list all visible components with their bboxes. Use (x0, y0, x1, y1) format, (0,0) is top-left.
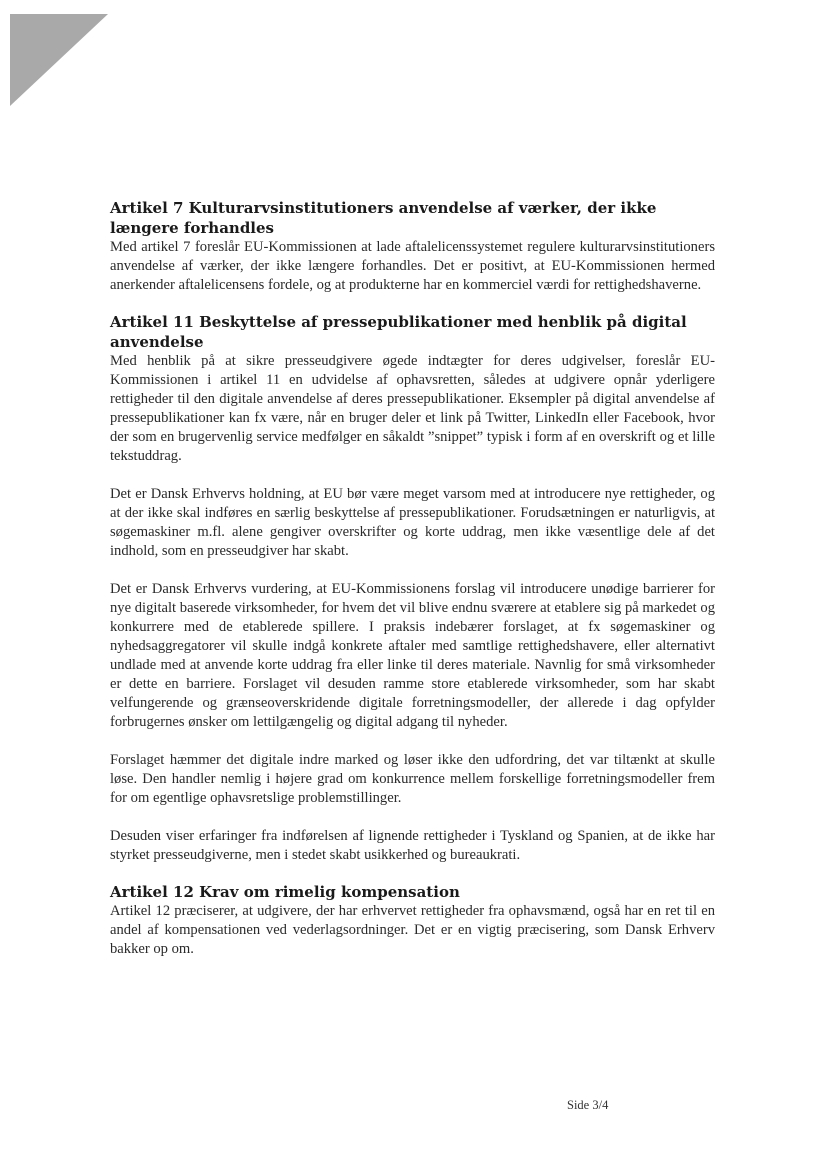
section-artikel-7 (110, 198, 715, 295)
section-heading: Artikel 7 Kulturarvsinstitutioners anvendelse af værker, der ikke længere forhandles (110, 199, 657, 237)
paragraph: Med artikel 7 foreslår EU-Kommissionen at lade aftalelicenssystemet regulere kulturarvsinstitutioners anvendelse af værker, der ikke længere forhandles. Det er positivt, at EU-Kommissionen hermed anerkender aftalelicensens fordele, og at produkterne har en kommerciel værdi for rettighedshaverne. (110, 239, 715, 293)
paragraph: Det er Dansk Erhvervs vurdering, at EU-Kommissionens forslag vil introducere unødige barrierer for nye digitalt baserede virksomheder, for hvem det vil blive endnu sværere at etablere sig på markedet og konkurrere med de etablerede spillere. I praksis indebærer forslaget, at fx søgemaskiner og nyhedsaggregatorer vil skulle indgå konkrete aftaler med samtlige rettighedshavere, eller alternativt undlade med at anvende korte uddrag fra eller linke til deres materiale. Navnlig for små virksomheder er dette en barriere. Forslaget vil desuden ramme store etablerede virksomheder, som har skabt velfungerende og grænseoverskridende digitale forretningsmodeller, der allerede i dag opfylder forbrugernes ønsker om lettilgængelig og digital adgang til nyheder. (110, 581, 715, 730)
page-corner-fold-icon (10, 14, 108, 106)
section-heading: Artikel 12 Krav om rimelig kompensation (110, 883, 460, 901)
document-body (110, 198, 715, 976)
paragraph: Det er Dansk Erhvervs holdning, at EU bør være meget varsom med at introducere nye rettigheder, og at der ikke skal indføres en særlig beskyttelse af pressepublikationer. Forudsætningen er naturligvis, at søgemaskiner m.fl. alene gengiver overskrifter og korte uddrag, men ikke væsentlige dele af det indhold, som en presseudgiver har skabt. (110, 486, 715, 559)
paragraph: Artikel 12 præciserer, at udgivere, der har erhvervet rettigheder fra ophavsmænd, også har en ret til en andel af kompensationen ved vederlagsordninger. Det er en vigtig præcisering, som Dansk Erhverv bakker op om. (110, 903, 715, 957)
section-artikel-12 (110, 882, 715, 959)
paragraph: Desuden viser erfaringer fra indførelsen af lignende rettigheder i Tyskland og Spanien, at de ikke har styrket presseudgiverne, men i stedet skabt usikkerhed og bureaukrati. (110, 828, 715, 863)
paragraph: Forslaget hæmmer det digitale indre marked og løser ikke den udfordring, det var tiltænkt at skulle løse. Den handler nemlig i højere grad om konkurrence mellem forskellige forretningsmodeller frem for om egentlige ophavsretslige problemstillinger. (110, 752, 715, 806)
page-number: Side 3/4 (567, 1098, 609, 1112)
section-artikel-11 (110, 312, 715, 865)
paragraph: Med henblik på at sikre presseudgivere øgede indtægter for deres udgivelser, foreslår EU-Kommissionen i artikel 11 en udvidelse af ophavsretten, således at udgivere opnår yderligere rettigheder til den digitale anvendelse af deres pressepublikationer. Eksempler på digital anvendelse af pressepublikationer kan fx være, når en bruger deler et link på Twitter, LinkedIn eller Facebook, hvor der som en brugervenlig service medfølger en såkaldt ”snippet” typisk i form af en overskrift og et lille tekstuddrag. (110, 353, 715, 464)
section-heading: Artikel 11 Beskyttelse af pressepublikationer med henblik på digital anvendelse (110, 313, 687, 351)
